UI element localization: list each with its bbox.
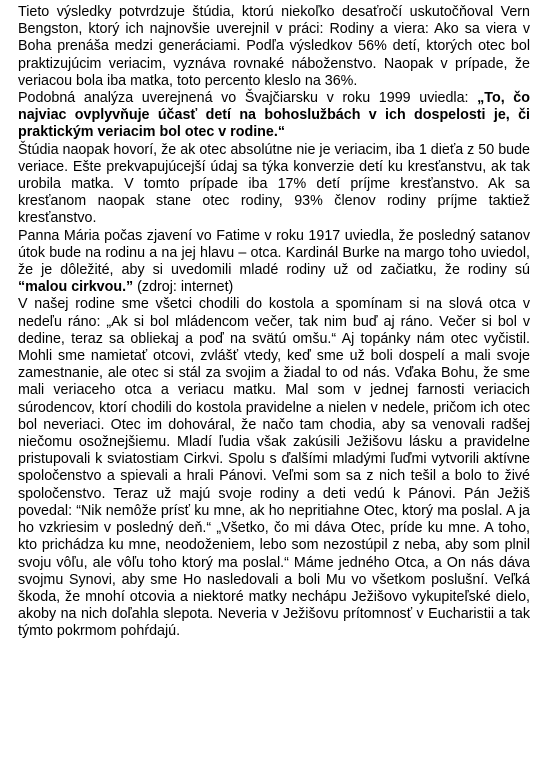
bold-quote: „To, čo najviac ovplyvňuje účasť detí na bohoslužbách v ich dospelosti je, či praktickým veriacim bol otec v rodine.“ [18,90,530,141]
paragraph-text: Panna Mária počas zjavení vo Fatime v roku 1917 uviedla, že posledný satanov útok bude na rodinu a na jej hlavu – otca. Kardinál Burke na margo toho uviedol, že je dôležité, aby si uvedomili mladé rodiny už od začiatku, že rodiny sú [18,227,530,279]
bold-quote: “malou cirkvou.” [18,279,134,296]
source-note: (zdroj: internet) [133,279,234,296]
paragraph-family-story: V našej rodine sme všetci chodili do kostola a spomínam si na slová otca v nedeľu ráno: „Ak si bol mládencom večer, tak nim buď aj ráno. Večer si bol v dedine, teraz sa obliekaj a poď na svätú omšu.“ Aj topánky nám otec vyčistil. Mohli sme namietať otcovi, zvlášť vtedy, keď sme už boli dospelí a mali svoje zamestnanie, ale otec si stál za svojim a žiadal to od nás. Vďaka Bohu, že sme mali veriaceho otca a veriacu matku. Mal som v jednej farnosti veriacich súrodencov, ktorí chodili do kostola pravidelne a nielen v nedele, pričom ich otec bol neveriaci. Otec im dohováral, že načo tam chodia, aby sa venovali radšej niečomu osožnejšiemu. Mladí ľudia však zakúsili Ježišovu lásku a pravidelne pristupovali k sviatostiam Cirkvi. Spolu s ďalšími mladými ľuďmi vytvorili aktívne spoločenstvo a spievali a hrali Pánovi. Veľmi som sa z nich tešil a bolo to živé spoločenstvo. Teraz už majú svoje rodiny a deti vedú k Pánovi. Pán Ježiš povedal: “Nik nemôže prísť ku mne, ak ho nepritiahne Otec, ktorý ma poslal. A ja ho vzkriesim v posledný deň.“ „Všetko, čo mi dáva Otec, príde ku mne. A toho, kto prichádza ku mne, neodoženiem, lebo som nezostúpil z neba, aby som plnil svoju vôľu, ale vôľu toho ktorý ma poslal.“ Máme jedného Otca, a On nás dáva svojmu Synovi, aby sme Ho nasledovali a boli Mu vo všetkom poslušní. Veľká škoda, že mnohí otcovia a niektoré matky nechápu Ježišovo vykupiteľské dielo, akoby na nich doľahla slepota. Neveria v Ježišovu prítomnosť v Eucharistii a tak týmto pokrmom pohŕdajú. [18,296,530,640]
paragraph-swiss-analysis [18,90,530,142]
paragraph-text: Podobná analýza uverejnená vo Švajčiarsku v roku 1999 uviedla: [18,90,478,107]
paragraph-fatima [18,228,530,297]
paragraph-study-conversion: Štúdia naopak hovorí, že ak otec absolútne nie je veriacim, iba 1 dieťa z 50 bude veriace. Ešte prekvapujúcejší údaj sa týka konverzie detí ku kresťanstvu, ak tak urobila matka. V tomto prípade iba 17% detí príjme kresťanstvo. Ak sa kresťanom naopak stane otec rodiny, 93% členov rodiny príjme taktiež kresťanstvo. [18,141,530,227]
document-page [18,4,530,641]
paragraph-study-bengston: Tieto výsledky potvrdzuje štúdia, ktorú niekoľko desaťročí uskutočňoval Vern Bengston, ktorý ich najnovšie uverejnil v práci: Rodiny a viera: Ako sa viera v Boha prenáša medzi generáciami. Podľa výsledkov 56% detí, ktorých otec bol praktizujúcim veriacim, vyznáva rovnaké náboženstvo. Naopak v prípade, že veriacou bola iba matka, toto percento kleslo na 36%. [18,4,530,89]
